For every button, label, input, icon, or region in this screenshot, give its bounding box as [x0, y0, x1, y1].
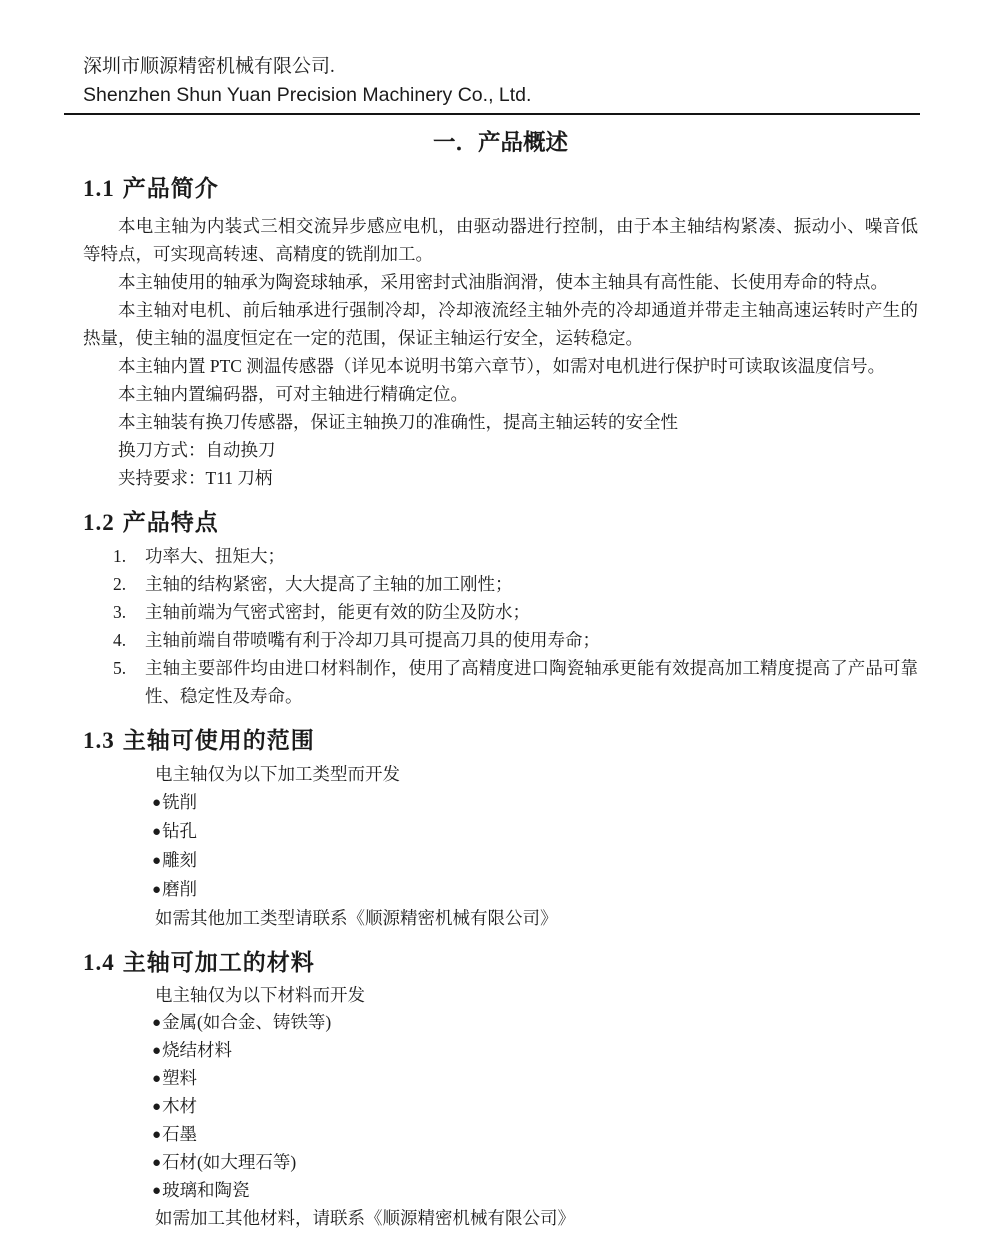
bullet-icon: ●	[152, 853, 162, 869]
chapter-title: 一．产品概述	[432, 130, 568, 155]
list-item	[152, 1149, 918, 1177]
list-item	[83, 542, 918, 570]
section-1-2-number: 1.2	[83, 510, 115, 535]
section-1-3-heading	[83, 725, 918, 756]
paragraph: 本主轴内置编码器，可对主轴进行精确定位。	[118, 384, 468, 404]
list-item-text: 功率大、扭矩大；	[145, 546, 285, 566]
list-item	[152, 1065, 918, 1093]
list-item-label: 烧结材料	[162, 1040, 233, 1060]
list-item	[152, 817, 918, 846]
bullet-icon: ●	[152, 1043, 162, 1059]
bullet-icon: ●	[152, 1071, 162, 1087]
list-item-text: 主轴前端自带喷嘴有利于冷却刀具可提高刀具的使用寿命；	[145, 630, 600, 650]
list-item-label: 木材	[162, 1096, 198, 1116]
list-item-label: 金属(如合金、铸铁等)	[162, 1012, 332, 1032]
section-1-4-body	[152, 982, 918, 1232]
list-item	[152, 875, 918, 904]
section-1-4-number: 1.4	[83, 950, 115, 975]
paragraph: 本主轴使用的轴承为陶瓷球轴承，采用密封式油脂润滑，使本主轴具有高性能、长使用寿命的特点。	[118, 272, 888, 292]
list-intro: 电主轴仅为以下加工类型而开发	[155, 764, 400, 784]
section-1-2-list	[83, 542, 918, 710]
list-item-text: 主轴的结构紧密，大大提高了主轴的加工刚性；	[145, 574, 513, 594]
bullet-icon: ●	[152, 1127, 162, 1143]
list-item	[152, 846, 918, 875]
section-1-1-body	[83, 212, 918, 492]
list-footer: 如需加工其他材料，请联系《顺源精密机械有限公司》	[155, 1208, 575, 1228]
paragraph: 本主轴内置 PTC 测温传感器（详见本说明书第六章节），如需对电机进行保护时可读取该温度信号。	[118, 356, 886, 376]
list-item-number: 4.	[113, 630, 127, 650]
paragraph: 本电主轴为内装式三相交流异步感应电机，由驱动器进行控制，由于本主轴结构紧凑、振动小、噪音低等特点，可实现高转速、高精度的铣削加工。	[83, 216, 918, 264]
list-item	[152, 1177, 918, 1205]
section-1-3-title: 主轴可使用的范围	[122, 727, 315, 753]
list-item	[83, 654, 918, 710]
bullet-icon: ●	[152, 1015, 162, 1031]
list-item-label: 钻孔	[162, 821, 198, 841]
list-item	[152, 788, 918, 817]
bullet-icon: ●	[152, 824, 162, 840]
company-name-cn: 深圳市顺源精密机械有限公司.	[83, 56, 335, 77]
company-name-en: Shenzhen Shun Yuan Precision Machinery Co., Ltd.	[83, 84, 532, 106]
paragraph: 本主轴装有换刀传感器，保证主轴换刀的准确性，提高主轴运转的安全性	[118, 412, 678, 432]
document-header	[83, 52, 918, 115]
bullet-icon: ●	[152, 1099, 162, 1115]
list-item-label: 磨削	[162, 879, 198, 899]
paragraph: 夹持要求：T11 刀柄	[118, 468, 273, 488]
list-item-number: 5.	[113, 658, 127, 678]
list-item	[152, 1009, 918, 1037]
section-1-4-title: 主轴可加工的材料	[122, 949, 315, 975]
section-1-3-body	[152, 760, 918, 932]
list-item-number: 3.	[113, 602, 127, 622]
section-1-1-title: 产品简介	[122, 175, 219, 201]
list-item-label: 石墨	[162, 1124, 198, 1144]
list-item-label: 塑料	[162, 1068, 198, 1088]
list-item-label: 雕刻	[162, 850, 198, 870]
paragraph: 换刀方式：自动换刀	[118, 440, 276, 460]
list-item	[152, 1121, 918, 1149]
bullet-icon: ●	[152, 1155, 162, 1171]
list-item	[152, 1037, 918, 1065]
bullet-icon: ●	[152, 795, 162, 811]
section-1-2-title: 产品特点	[122, 509, 219, 535]
list-item-label: 玻璃和陶瓷	[162, 1180, 250, 1200]
list-item	[83, 598, 918, 626]
paragraph: 本主轴对电机、前后轴承进行强制冷却，冷却液流经主轴外壳的冷却通道并带走主轴高速运转时产生的热量，使主轴的温度恒定在一定的范围，保证主轴运行安全，运转稳定。	[83, 300, 918, 348]
section-1-4-heading	[83, 947, 918, 978]
bullet-icon: ●	[152, 882, 162, 898]
list-item-label: 石材(如大理石等)	[162, 1152, 297, 1172]
list-item-label: 铣削	[162, 792, 198, 812]
list-item-text: 主轴主要部件均由进口材料制作，使用了高精度进口陶瓷轴承更能有效提高加工精度提高了产品可靠性、稳定性及寿命。	[145, 658, 918, 706]
section-1-2-heading	[83, 507, 918, 538]
list-item	[83, 570, 918, 598]
list-item-number: 2.	[113, 574, 127, 594]
section-1-1-number: 1.1	[83, 176, 115, 201]
section-1-1-heading	[83, 173, 918, 204]
bullet-icon: ●	[152, 1183, 162, 1199]
list-item-number: 1.	[113, 546, 127, 566]
list-footer: 如需其他加工类型请联系《顺源精密机械有限公司》	[155, 908, 558, 928]
section-1-3-number: 1.3	[83, 728, 115, 753]
list-item	[152, 1093, 918, 1121]
list-intro: 电主轴仅为以下材料而开发	[155, 985, 365, 1005]
list-item	[83, 626, 918, 654]
header-divider	[64, 113, 920, 115]
list-item-text: 主轴前端为气密式密封，能更有效的防尘及防水；	[145, 602, 530, 622]
